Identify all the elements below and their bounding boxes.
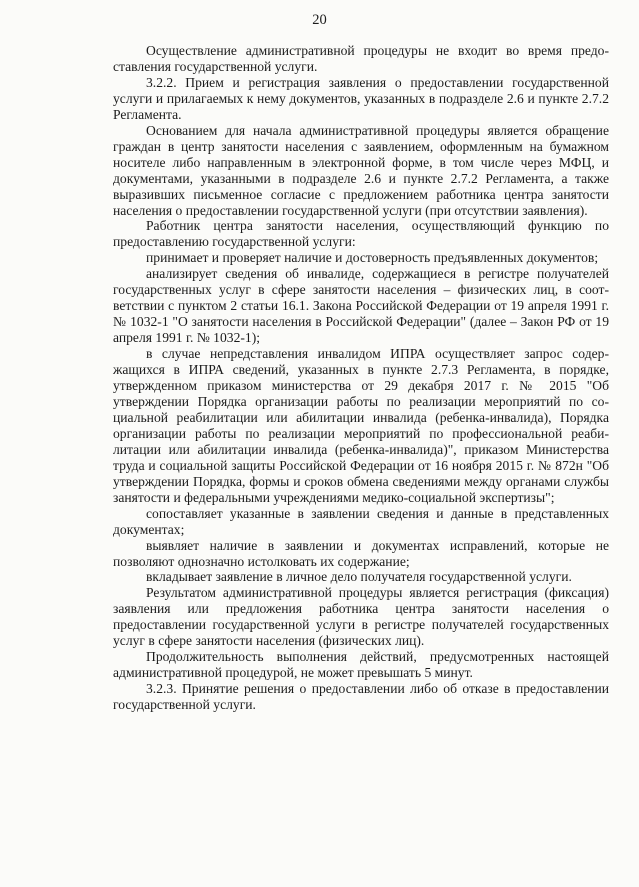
paragraph-section-3-2-2-heading: 3.2.2. Прием и регистрация заявления о предоставлении государственной услуги и прилагаемых к нему документов, указанных в подразделе 2.6 и пункте 2.7.2 Регламента.: [113, 74, 609, 122]
paragraph-duration: Продолжительность выполнения действий, предусмотренных настоящей административной процедурой, не может превышать 5 минут.: [113, 649, 609, 681]
paragraph-compares-data: сопоставляет указанные в заявлении сведения и данные в представленных документах;: [113, 505, 609, 537]
paragraph-procedure-timing: Осуществление административной процедуры не входит во время предоставления государственной услуги.: [113, 43, 609, 74]
paragraph-detects-corrections: выявляет наличие в заявлении и документах исправлений, которые не позволяют однозначно истолковать их содержание;: [113, 537, 609, 569]
paragraph-result: Результатом административной процедуры является регистрация (фиксация) заявления или предложения работника центра занятости населения о предоставлении государственной услуги в регистре получателей государственных услуг в сфере занятости населения (физических лиц).: [113, 585, 609, 649]
paragraph-accepts-documents: принимает и проверяет наличие и достоверность предъявленных документов;: [146, 250, 599, 266]
paragraph-analyzes-register: анализирует сведения об инвалиде, содержащиеся в регистре получателей государственных услуг в сфере занятости населения – физических лиц, в соответствии с пунктом 2 статьи 16.1. Закона Российской Федерации от 19 апреля 1991 г. № 1032-1 "О занятости населения в Российской Федерации" (далее – Закон РФ от 19 апреля 1991 г. № 1032-1);: [113, 266, 609, 346]
paragraph-worker-functions-intro: Работник центра занятости населения, осуществляющий функцию по предоставлению государственной услуги:: [113, 218, 609, 250]
paragraph-grounds: Основанием для начала административной процедуры является обращение граждан в центр занятости населения с заявлением, оформленным на бумажном носителе либо направленным в электронной форме, в том числе через МФЦ, и документами, указанными в подразделе 2.6 и пункте 2.7.2 Регламента, а также выразивших письменное согласие с предложением работника центра занятости населения о предоставлении государственной услуги (при отсутствии заявления).: [113, 122, 609, 218]
paragraph-section-3-2-3-heading: 3.2.3. Принятие решения о предоставлении либо об отказе в предоставлении государственной услуги.: [113, 681, 609, 713]
paragraph-ipra-request: в случае непредставления инвалидом ИПРА осуществляет запрос содержащихся в ИПРА сведений, указанных в пункте 2.7.3 Регламента, в порядке, утвержденном приказом министерства от 29 декабря 2017 г. № 2015 "Об утверждении Порядка организации работы по реализации мероприятий по социальной реабилитации или абилитации инвалида (ребенка-инвалида), Порядка организации работы по реализации мероприятий по профессиональной реабилитации или абилитации инвалида (ребенка-инвалида)", приказом Министерства труда и социальной защиты Российской Федерации от 16 ноября 2015 г. № 872н "Об утверждении Порядка, формы и сроков обмена сведениями между органами службы занятости и федеральными учреждениями медико-социальной экспертизы";: [113, 346, 609, 505]
paragraph-files-application: вкладывает заявление в личное дело получателя государственной услуги.: [146, 569, 572, 585]
page-number: 20: [312, 12, 327, 28]
